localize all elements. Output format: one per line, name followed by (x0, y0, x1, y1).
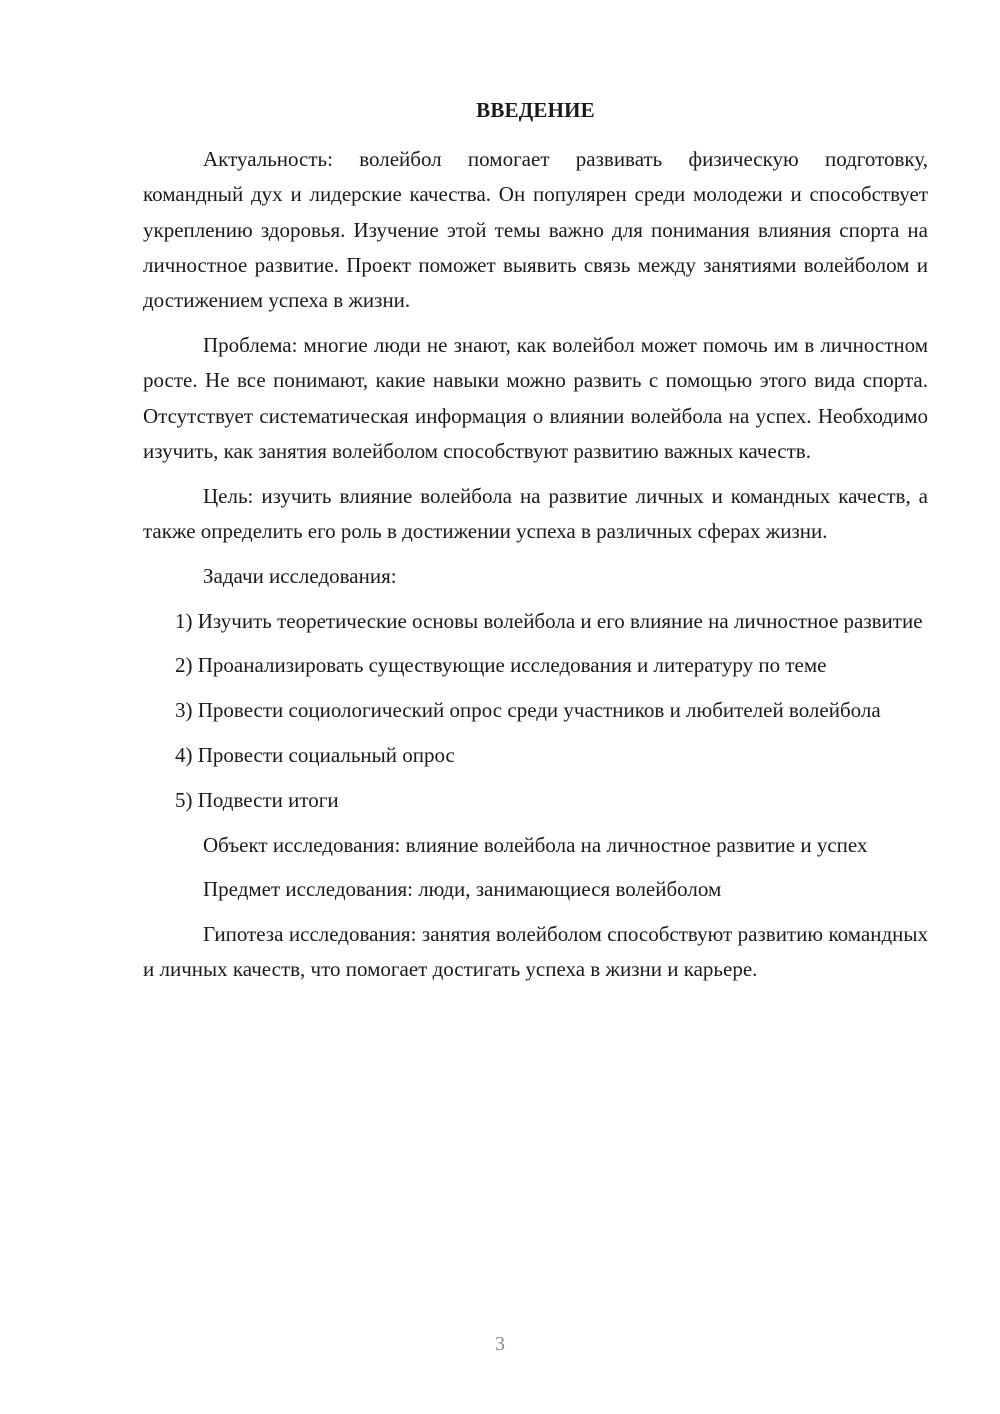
document-page (143, 94, 928, 997)
tasks-heading: Задачи исследования: (203, 563, 397, 588)
page-number: 3 (495, 1333, 505, 1355)
paragraph-goal: Цель: изучить влияние волейбола на развитие личных и командных качеств, а также определить его роль в достижении успеха в различных сферах жизни. (143, 483, 928, 543)
list-item-task-2: 2) Проанализировать существующие исследования и литературу по теме (175, 653, 827, 678)
list-item-task-3: 3) Провести социологический опрос среди участников и любителей волейбола (175, 698, 881, 723)
paragraph-subject: Предмет исследования: люди, занимающиеся волейболом (203, 877, 722, 902)
paragraph-object: Объект исследования: влияние волейбола на личностное развитие и успех (203, 832, 868, 857)
section-title: ВВЕДЕНИЕ (476, 98, 595, 122)
paragraph-problem: Проблема: многие люди не знают, как волейбол может помочь им в личностном росте. Не все понимают, какие навыки можно развить с помощью этого вида спорта. Отсутствует систематическая информация о влиянии волейбола на успех. Необходимо изучить, как занятия волейболом способствуют развитию важных качеств. (143, 332, 928, 463)
paragraph-hypothesis: Гипотеза исследования: занятия волейболом способствуют развитию командных и личных качеств, что помогает достигать успеха в жизни и карьере. (143, 922, 928, 982)
paragraph-relevance: Актуальность: волейбол помогает развивать физическую подготовку, командный дух и лидерские качества. Он популярен среди молодежи и способствует укреплению здоровья. Изучение этой темы важно для понимания влияния спорта на личностное развитие. Проект поможет выявить связь между занятиями волейболом и достижением успеха в жизни. (143, 147, 928, 313)
list-item-task-5: 5) Подвести итоги (175, 787, 339, 812)
list-item-task-1: 1) Изучить теоретические основы волейбола и его влияние на личностное развитие (175, 608, 923, 633)
tasks-list (143, 604, 928, 818)
list-item-task-4: 4) Провести социальный опрос (175, 742, 455, 767)
